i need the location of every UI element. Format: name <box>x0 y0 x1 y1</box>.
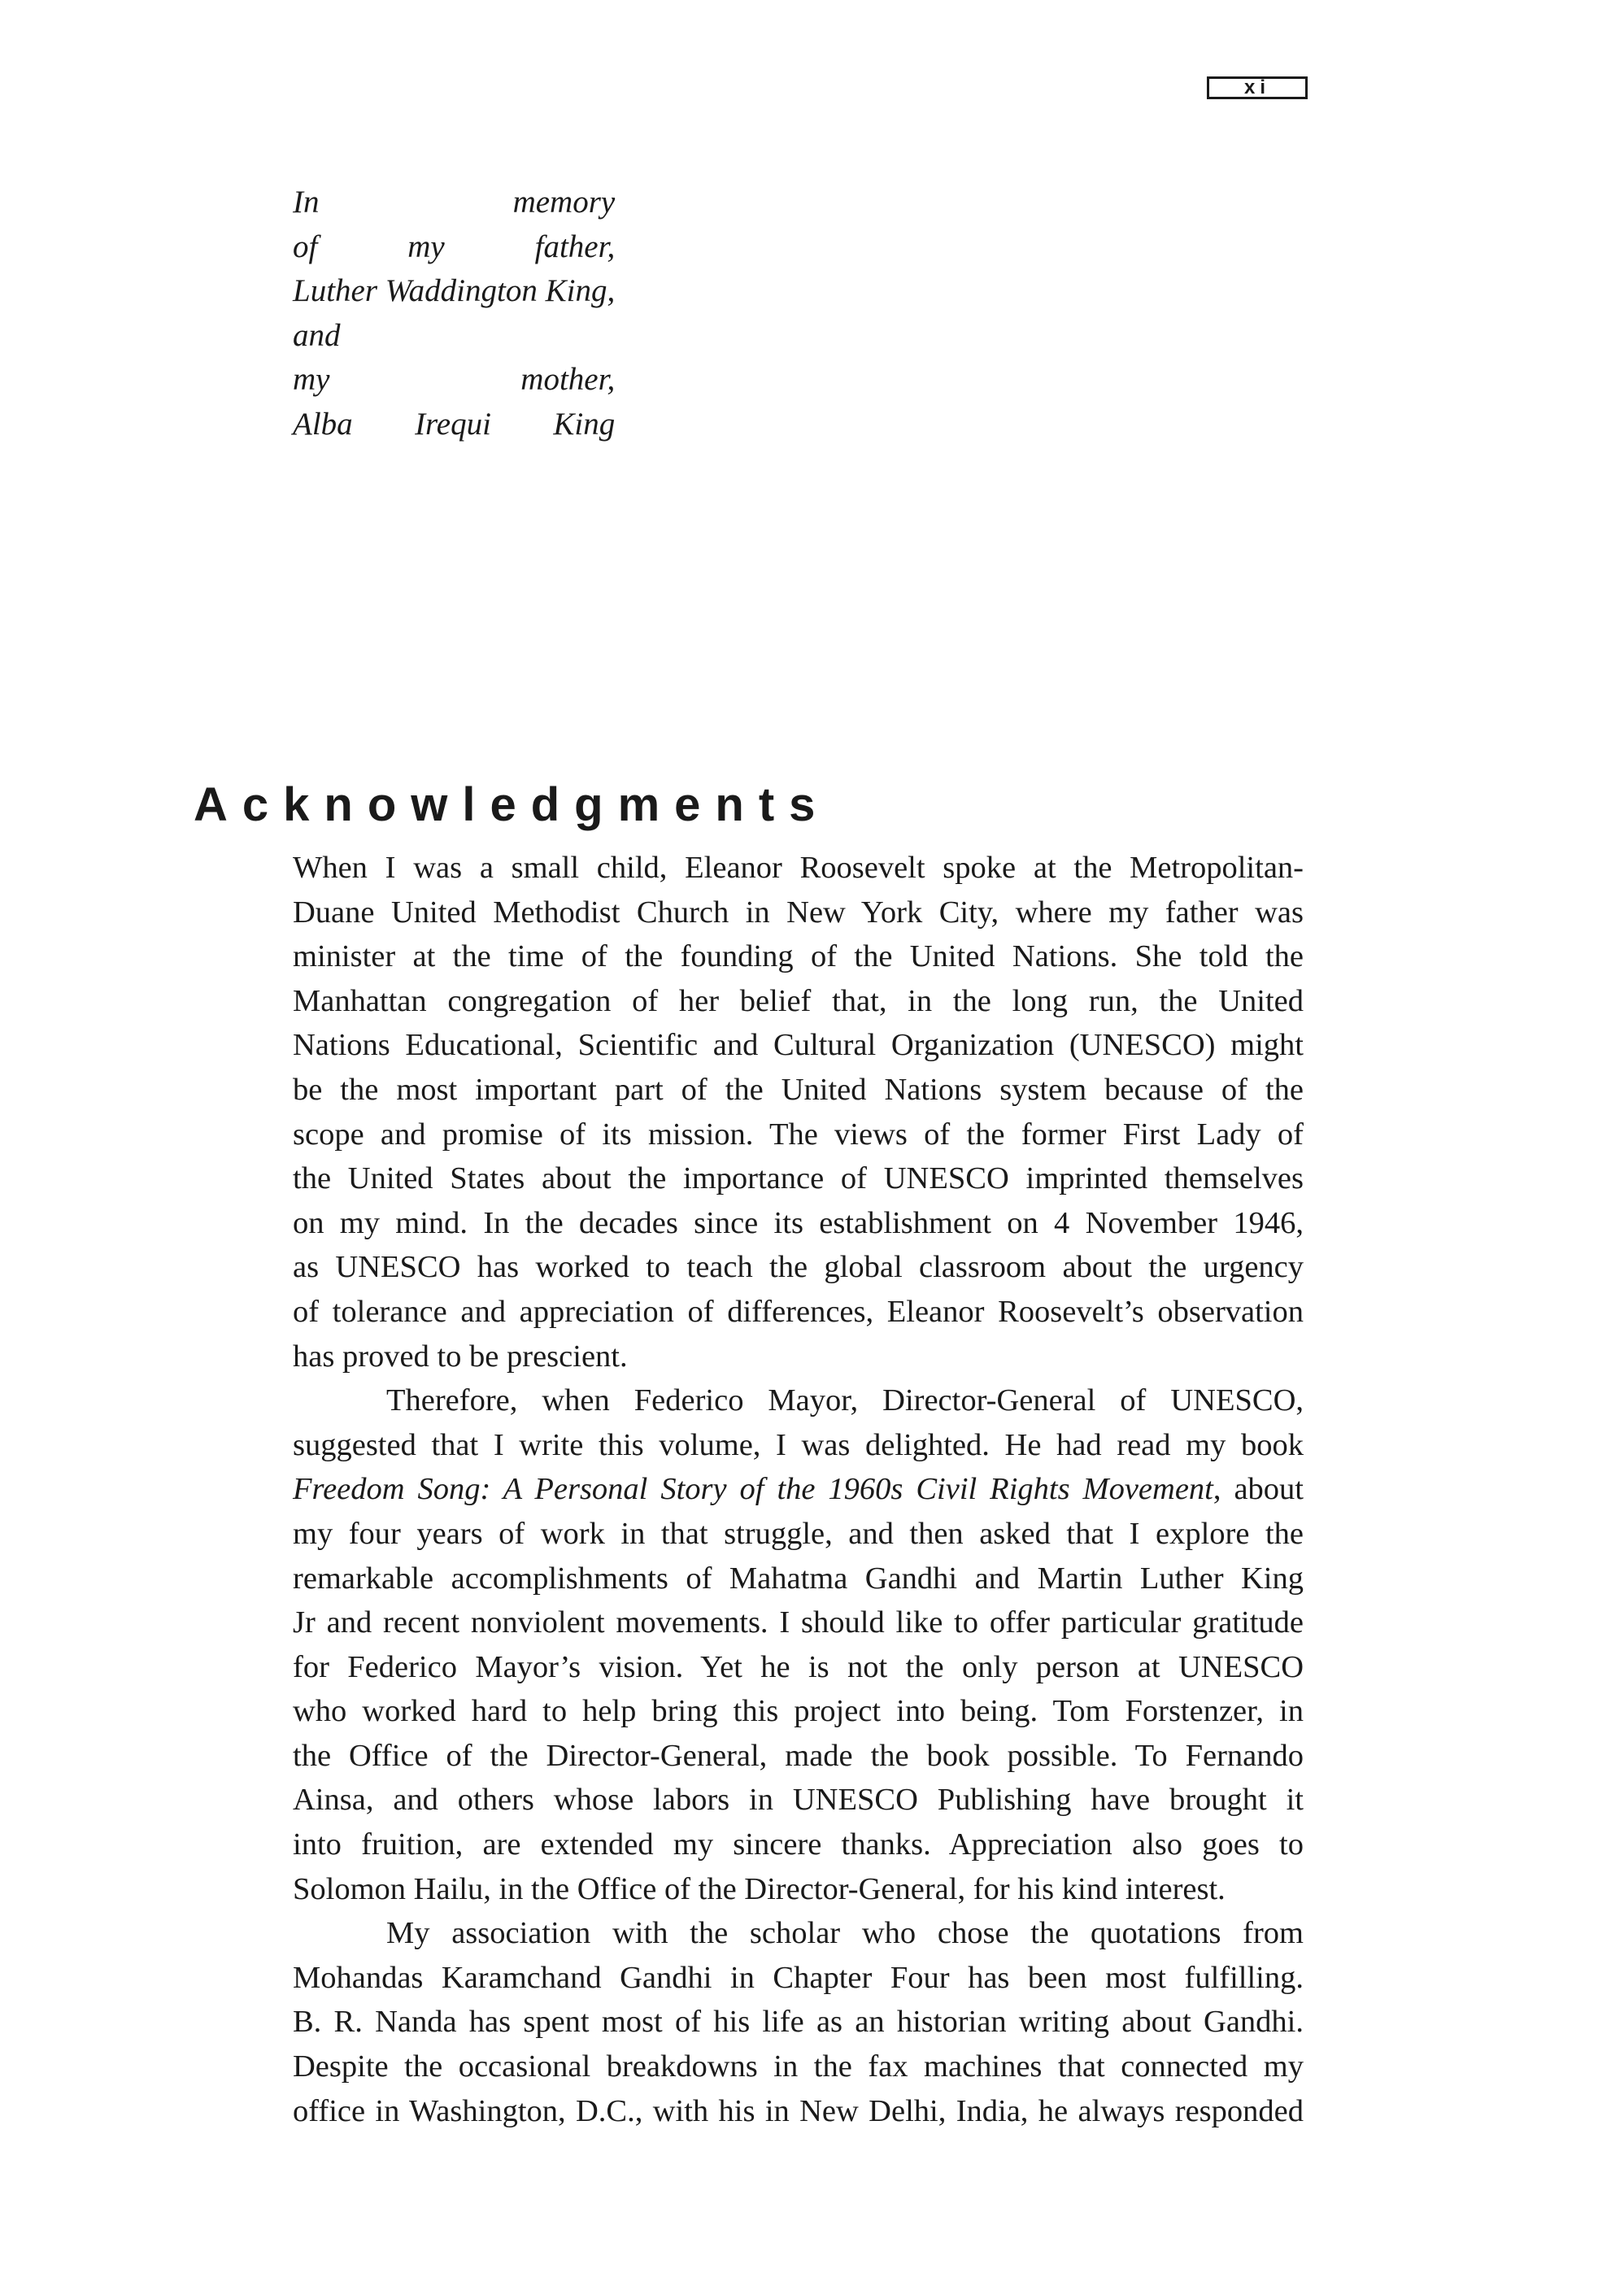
text-line: remarkable accomplishments of Mahatma Gandhi and Martin Luther King <box>293 1561 1304 1596</box>
page-number: xi <box>1207 76 1308 99</box>
text-line: office in Washington, D.C., with his in New Delhi, India, he always responded <box>293 2093 1304 2128</box>
text-line: Duane United Methodist Church in New York City, where my father was <box>293 895 1304 930</box>
text-line: When I was a small child, Eleanor Roosevelt spoke at the Metropolitan- <box>293 851 1304 885</box>
text-fragment: , about <box>1213 1472 1304 1507</box>
text-line: My association with the scholar who chose the quotations from <box>386 1916 1304 1951</box>
paragraph-3 <box>293 1911 1304 2133</box>
text-line: the United States about the importance of UNESCO imprinted themselves <box>293 1161 1304 1196</box>
text-line: Therefore, when Federico Mayor, Director-General of UNESCO, <box>386 1383 1304 1418</box>
dedication-line: my mother, <box>293 362 616 397</box>
text-line: into fruition, are extended my sincere thanks. Appreciation also goes to <box>293 1827 1304 1862</box>
text-line: Nations Educational, Scientific and Cultural Organization (UNESCO) might <box>293 1028 1304 1063</box>
text-line: has proved to be prescient. <box>293 1339 628 1374</box>
text-line: who worked hard to help bring this project into being. Tom Forstenzer, in <box>293 1694 1304 1729</box>
dedication-line: and <box>293 317 341 353</box>
text-line: B. R. Nanda has spent most of his life as an historian writing about Gandhi. <box>293 2005 1304 2040</box>
dedication-line: Luther Waddington King, <box>293 273 616 308</box>
text-line: on my mind. In the decades since its establishment on 4 November 1946, <box>293 1205 1304 1240</box>
paragraph-1 <box>293 846 1304 1378</box>
paragraph-2 <box>293 1378 1304 1911</box>
body-text <box>293 846 1304 2133</box>
text-line: Despite the occasional breakdowns in the fax machines that connected my <box>293 2049 1304 2084</box>
text-line: minister at the time of the founding of the United Nations. She told the <box>293 939 1304 974</box>
text-line: the Office of the Director-General, made the book possible. To Fernando <box>293 1738 1304 1773</box>
text-line: Jr and recent nonviolent movements. I should like to offer particular gratitude <box>293 1605 1304 1640</box>
text-line: of tolerance and appreciation of differences, Eleanor Roosevelt’s observation <box>293 1294 1304 1329</box>
section-heading: Acknowledgments <box>194 778 830 831</box>
dedication-line: Alba Irequi King <box>293 406 616 442</box>
text-line: suggested that I write this volume, I was delighted. He had read my book <box>293 1427 1304 1462</box>
text-line: Ainsa, and others whose labors in UNESCO Publishing have brought it <box>293 1783 1304 1818</box>
text-line: Solomon Hailu, in the Office of the Director-General, for his kind interest. <box>293 1871 1226 1906</box>
text-line: Manhattan congregation of her belief that, in the long run, the United <box>293 983 1304 1018</box>
text-line: for Federico Mayor’s vision. Yet he is not the only person at UNESCO <box>293 1649 1304 1684</box>
dedication-line: of my father, <box>293 229 616 264</box>
text-line: as UNESCO has worked to teach the global classroom about the urgency <box>293 1250 1304 1285</box>
text-line: scope and promise of its mission. The views of the former First Lady of <box>293 1117 1304 1152</box>
dedication <box>293 181 615 446</box>
text-line: my four years of work in that struggle, and then asked that I explore the <box>293 1516 1304 1551</box>
book-title: Freedom Song: A Personal Story of the 1960s Civil Rights Movement <box>293 1472 1213 1507</box>
text-line: Mohandas Karamchand Gandhi in Chapter Four has been most fulfilling. <box>293 1960 1304 1995</box>
text-line <box>293 1467 1304 1512</box>
dedication-line: In memory <box>293 185 616 220</box>
text-line: be the most important part of the United Nations system because of the <box>293 1072 1304 1107</box>
